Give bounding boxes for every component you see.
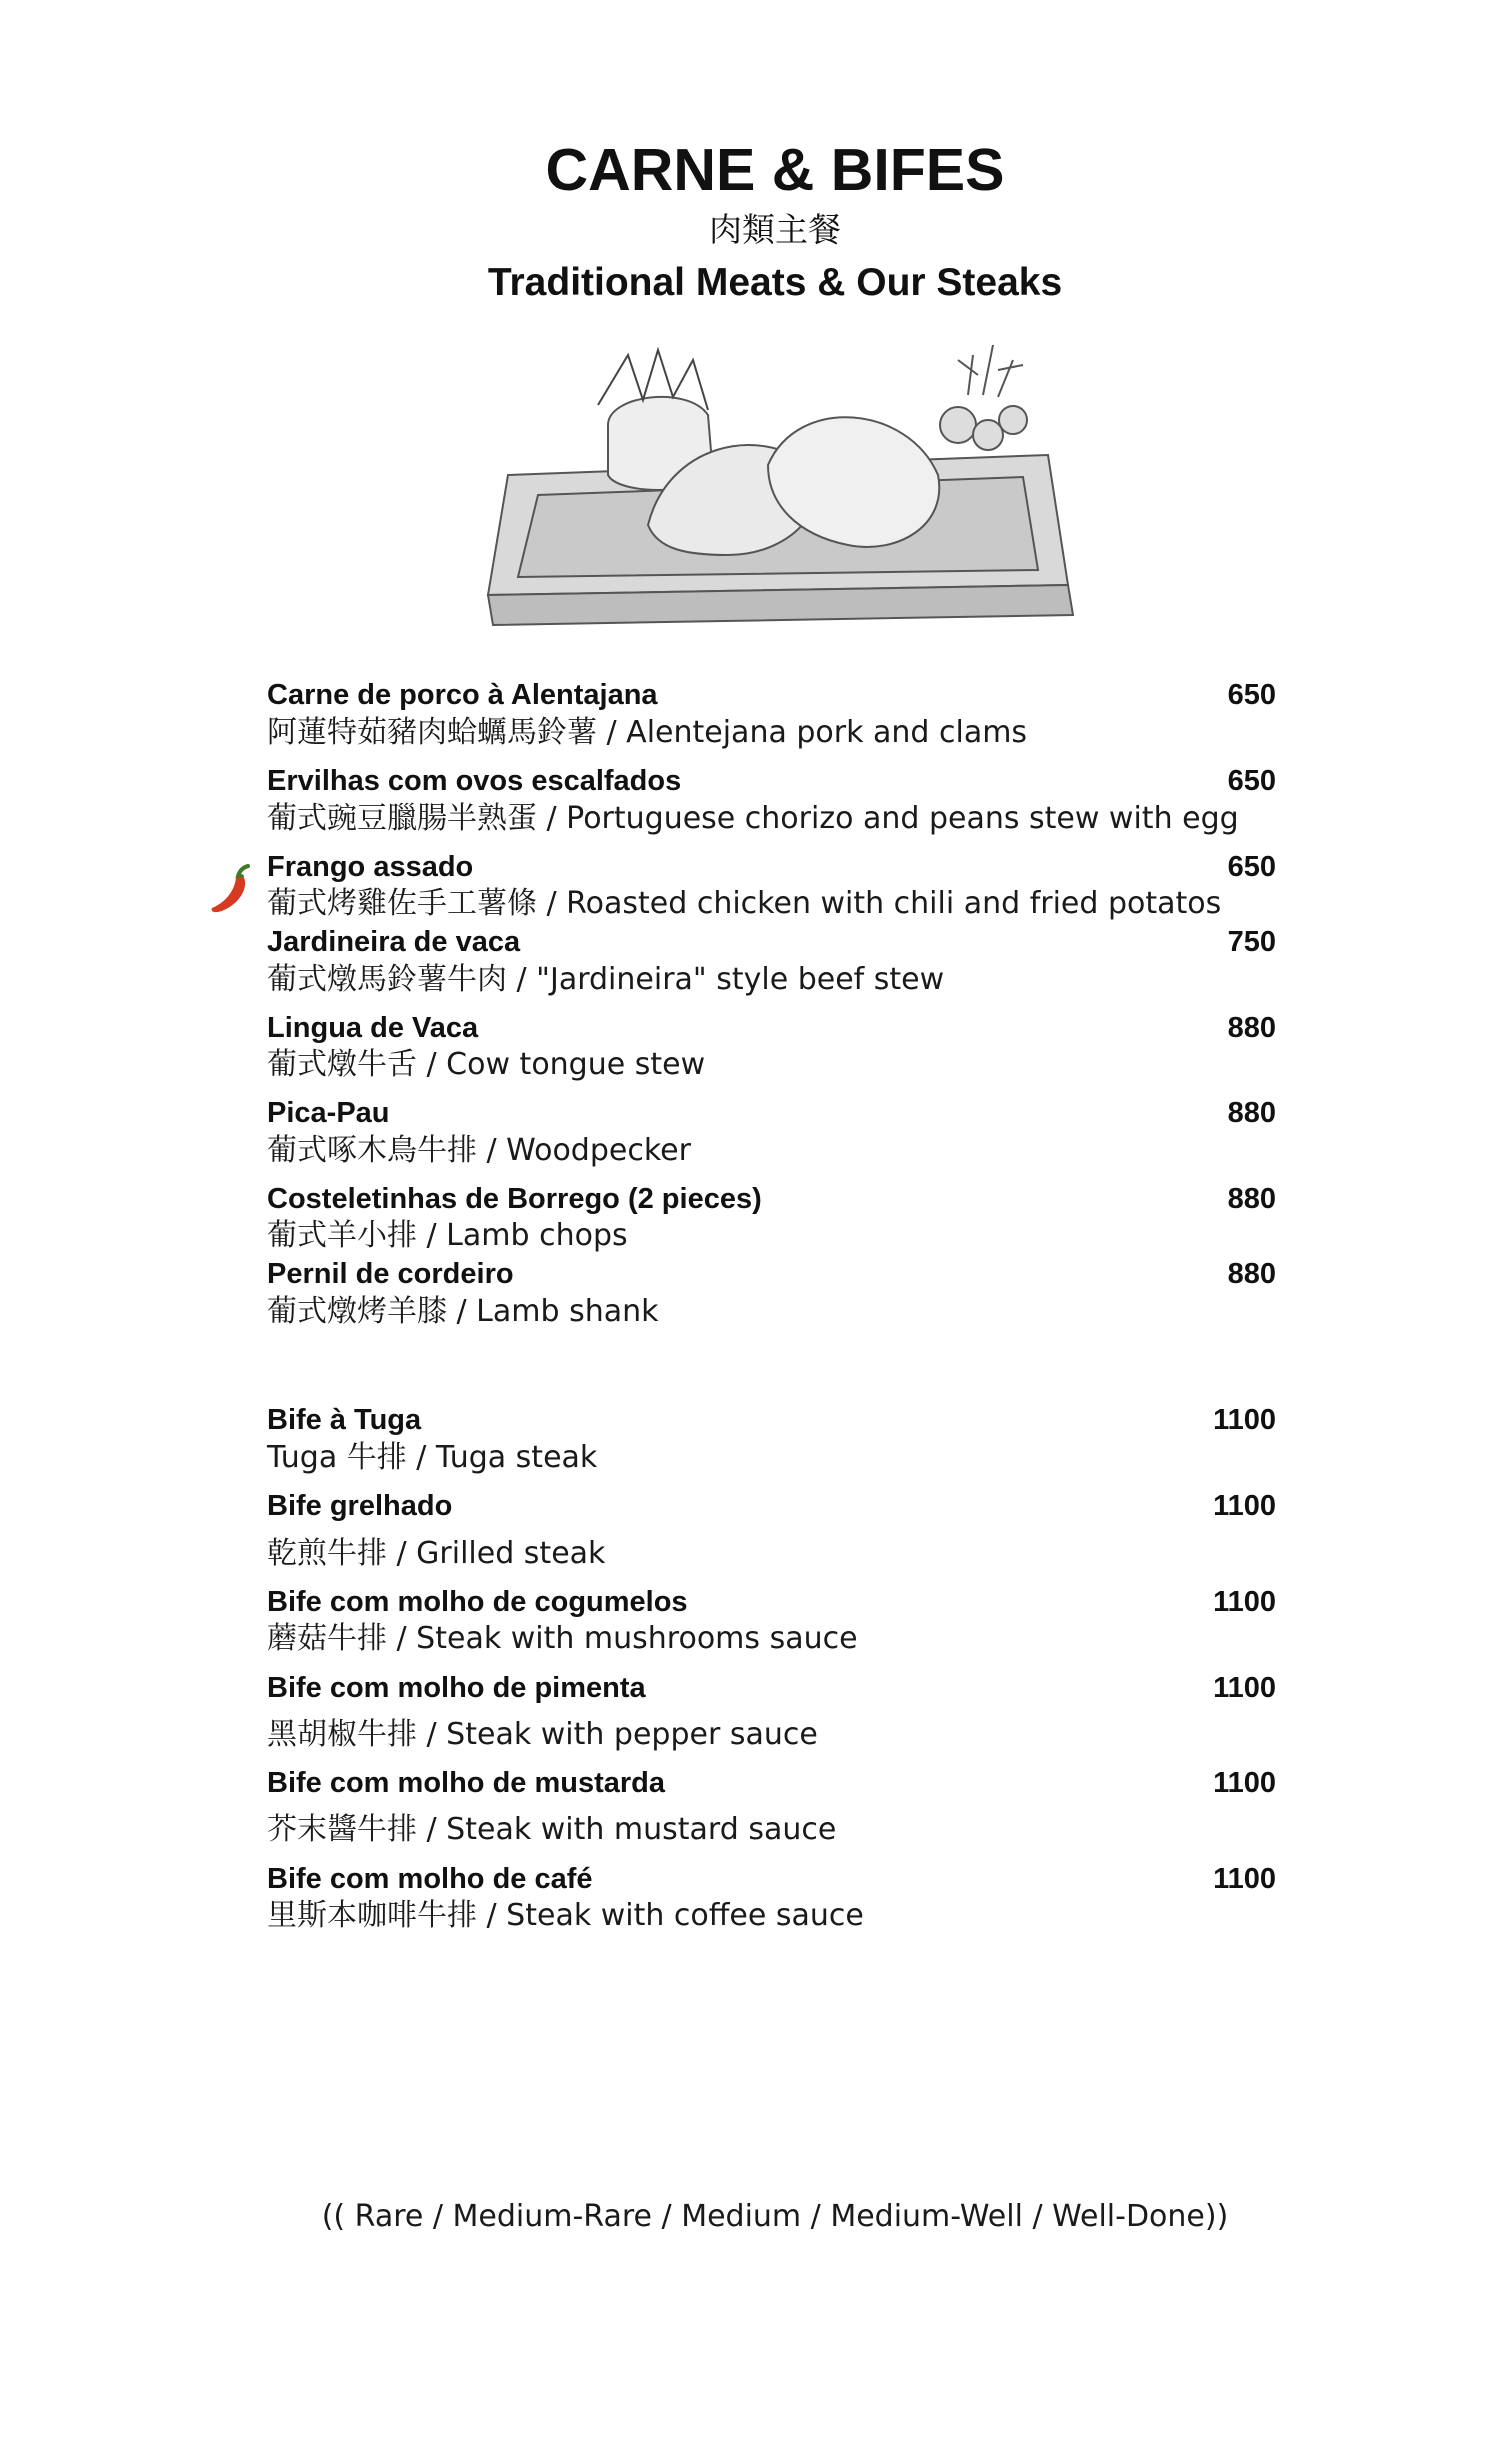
item-name: Jardineira de vaca <box>267 926 521 958</box>
item-name: Bife com molho de cogumelos <box>267 1586 688 1618</box>
item-description: 黑胡椒牛排 / Steak with pepper sauce <box>267 1717 818 1752</box>
item-name: Bife com molho de pimenta <box>267 1672 646 1704</box>
doneness-note: (( Rare / Medium-Rare / Medium / Medium-Well / Well-Done)) <box>321 2199 1229 2234</box>
chili-pepper-icon <box>208 864 254 916</box>
page-subtitle-chinese: 肉類主餐 <box>709 210 841 249</box>
item-description: 葡式燉烤羊膝 / Lamb shank <box>267 1294 659 1329</box>
item-name: Bife com molho de café <box>267 1863 593 1895</box>
tomato <box>973 420 1003 450</box>
tomato <box>999 406 1027 434</box>
item-description: 阿蓮特茹豬肉蛤蠣馬鈴薯 / Alentejana pork and clams <box>267 715 1028 750</box>
item-price: 1100 <box>1213 1404 1276 1436</box>
item-price: 650 <box>1227 765 1276 797</box>
item-price: 1100 <box>1213 1672 1276 1704</box>
steak-board-illustration <box>468 325 1088 645</box>
item-description: 芥末醬牛排 / Steak with mustard sauce <box>267 1812 837 1847</box>
item-name: Costeletinhas de Borrego (2 pieces) <box>267 1183 762 1215</box>
item-price: 880 <box>1227 1258 1276 1290</box>
item-name: Lingua de Vaca <box>267 1012 479 1044</box>
item-price: 880 <box>1227 1097 1276 1129</box>
page-title: CARNE & BIFES <box>545 137 1005 203</box>
item-price: 650 <box>1227 679 1276 711</box>
item-description: 葡式烤雞佐手工薯條 / Roasted chicken with chili and fried potatos <box>267 886 1222 921</box>
item-name: Ervilhas com ovos escalfados <box>267 765 682 797</box>
item-name: Pica-Pau <box>267 1097 390 1129</box>
item-price: 1100 <box>1213 1863 1276 1895</box>
item-description: 乾煎牛排 / Grilled steak <box>267 1536 606 1571</box>
item-name: Frango assado <box>267 851 474 883</box>
page-subtitle-english: Traditional Meats & Our Steaks <box>487 261 1063 304</box>
item-description: Tuga 牛排 / Tuga steak <box>267 1440 598 1475</box>
item-description: 葡式啄木鳥牛排 / Woodpecker <box>267 1133 691 1168</box>
item-price: 1100 <box>1213 1767 1276 1799</box>
tomato <box>940 407 976 443</box>
item-description: 葡式豌豆臘腸半熟蛋 / Portuguese chorizo and peans stew with egg <box>267 801 1239 836</box>
item-description: 葡式燉牛舌 / Cow tongue stew <box>267 1047 706 1082</box>
item-description: 葡式燉馬鈴薯牛肉 / "Jardineira" style beef stew <box>267 962 945 997</box>
herbs <box>958 345 1023 397</box>
item-name: Pernil de cordeiro <box>267 1258 514 1290</box>
item-description: 葡式羊小排 / Lamb chops <box>267 1218 628 1253</box>
item-name: Bife grelhado <box>267 1490 453 1522</box>
item-description: 里斯本咖啡牛排 / Steak with coffee sauce <box>267 1898 864 1933</box>
item-description: 蘑菇牛排 / Steak with mushrooms sauce <box>267 1621 858 1656</box>
item-price: 880 <box>1227 1183 1276 1215</box>
item-name: Carne de porco à Alentajana <box>267 679 658 711</box>
item-price: 650 <box>1227 851 1276 883</box>
item-name: Bife à Tuga <box>267 1404 422 1436</box>
item-price: 1100 <box>1213 1586 1276 1618</box>
item-price: 880 <box>1227 1012 1276 1044</box>
item-price: 750 <box>1227 926 1276 958</box>
item-name: Bife com molho de mustarda <box>267 1767 666 1799</box>
item-price: 1100 <box>1213 1490 1276 1522</box>
